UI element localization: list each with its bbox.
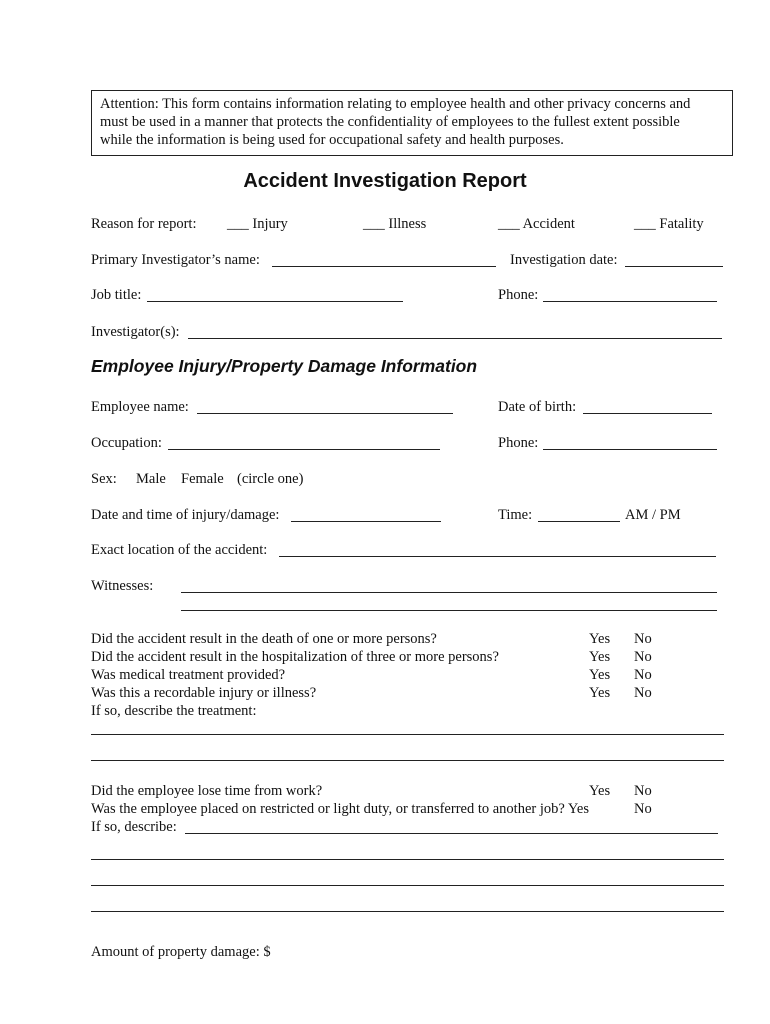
describe-label: If so, describe: [91, 819, 177, 835]
page-title: Accident Investigation Report [243, 170, 527, 192]
location-label: Exact location of the accident: [91, 542, 268, 558]
witnesses-label: Witnesses: [91, 578, 154, 594]
question-recordable: Was this a recordable injury or illness? [91, 685, 317, 701]
investigators-field[interactable] [188, 338, 722, 339]
witnesses-field-1[interactable] [181, 592, 717, 593]
employee-phone-label: Phone: [498, 435, 539, 451]
question-death-yes[interactable]: Yes [589, 631, 611, 647]
question-lose-time: Did the employee lose time from work? [91, 783, 323, 799]
injury-date-field[interactable] [291, 521, 441, 522]
reason-blank: ___ [634, 216, 656, 232]
time-label: Time: [498, 507, 533, 523]
reason-injury-label: Injury [252, 216, 288, 232]
question-death: Did the accident result in the death of one or more persons? [91, 631, 437, 647]
sex-male-option[interactable]: Male [136, 471, 166, 487]
treatment-label: If so, describe the treatment: [91, 703, 257, 719]
primary-investigator-field[interactable] [272, 266, 496, 267]
treatment-field-1[interactable] [91, 734, 724, 735]
reason-fatality-label: Fatality [659, 216, 704, 232]
location-field[interactable] [279, 556, 716, 557]
occupation-label: Occupation: [91, 435, 162, 451]
notice-line-1: Attention: This form contains information relating to employee health and other privacy concerns and [100, 96, 691, 112]
question-medical-treatment-yes[interactable]: Yes [589, 667, 611, 683]
notice-line-2: must be used in a manner that protects the confidentiality of employees to the fullest extent possible [100, 114, 680, 130]
question-hospitalization-yes[interactable]: Yes [589, 649, 611, 665]
employee-phone-field[interactable] [543, 449, 717, 450]
investigators-label: Investigator(s): [91, 324, 180, 340]
time-field[interactable] [538, 521, 620, 522]
investigation-date-field[interactable] [625, 266, 723, 267]
sex-female-option[interactable]: Female [181, 471, 224, 487]
employee-name-field[interactable] [197, 413, 453, 414]
primary-investigator-label: Primary Investigator’s name: [91, 252, 260, 268]
injury-datetime-label: Date and time of injury/damage: [91, 507, 280, 523]
reason-blank: ___ [498, 216, 520, 232]
reason-option-illness[interactable] [363, 216, 426, 233]
question-restricted-duty: Was the employee placed on restricted or light duty, or transferred to another job? Yes [91, 801, 589, 817]
describe-field-3[interactable] [91, 885, 724, 886]
witnesses-field-2[interactable] [181, 610, 717, 611]
investigator-phone-label: Phone: [498, 287, 539, 303]
question-lose-time-no[interactable]: No [634, 783, 652, 799]
treatment-field-2[interactable] [91, 760, 724, 761]
question-death-no[interactable]: No [634, 631, 652, 647]
property-damage-label: Amount of property damage: $ [91, 944, 271, 960]
reason-option-fatality[interactable] [634, 216, 704, 233]
describe-field-2[interactable] [91, 859, 724, 860]
reason-label: Reason for report: [91, 216, 197, 232]
investigation-date-label: Investigation date: [510, 252, 618, 268]
describe-field-1[interactable] [185, 833, 718, 834]
sex-label: Sex: [91, 471, 117, 487]
section-heading: Employee Injury/Property Damage Information [91, 356, 478, 376]
question-restricted-duty-no[interactable]: No [634, 801, 652, 817]
job-title-label: Job title: [91, 287, 142, 303]
dob-label: Date of birth: [498, 399, 577, 415]
sex-note: (circle one) [237, 471, 304, 487]
question-medical-treatment: Was medical treatment provided? [91, 667, 286, 683]
reason-illness-label: Illness [388, 216, 427, 232]
describe-field-4[interactable] [91, 911, 724, 912]
question-medical-treatment-no[interactable]: No [634, 667, 652, 683]
investigator-phone-field[interactable] [543, 301, 717, 302]
question-hospitalization: Did the accident result in the hospitalization of three or more persons? [91, 649, 499, 665]
reason-accident-label: Accident [522, 216, 575, 232]
reason-option-accident[interactable] [498, 216, 575, 233]
question-recordable-no[interactable]: No [634, 685, 652, 701]
question-hospitalization-no[interactable]: No [634, 649, 652, 665]
reason-blank: ___ [227, 216, 249, 232]
job-title-field[interactable] [147, 301, 403, 302]
occupation-field[interactable] [168, 449, 440, 450]
question-lose-time-yes[interactable]: Yes [589, 783, 611, 799]
reason-blank: ___ [363, 216, 385, 232]
employee-name-label: Employee name: [91, 399, 189, 415]
reason-option-injury[interactable] [227, 216, 288, 233]
privacy-notice-box [91, 90, 733, 156]
dob-field[interactable] [583, 413, 712, 414]
am-pm-option[interactable]: AM / PM [625, 507, 681, 523]
question-recordable-yes[interactable]: Yes [589, 685, 611, 701]
notice-line-3: while the information is being used for occupational safety and health purposes. [100, 132, 564, 148]
